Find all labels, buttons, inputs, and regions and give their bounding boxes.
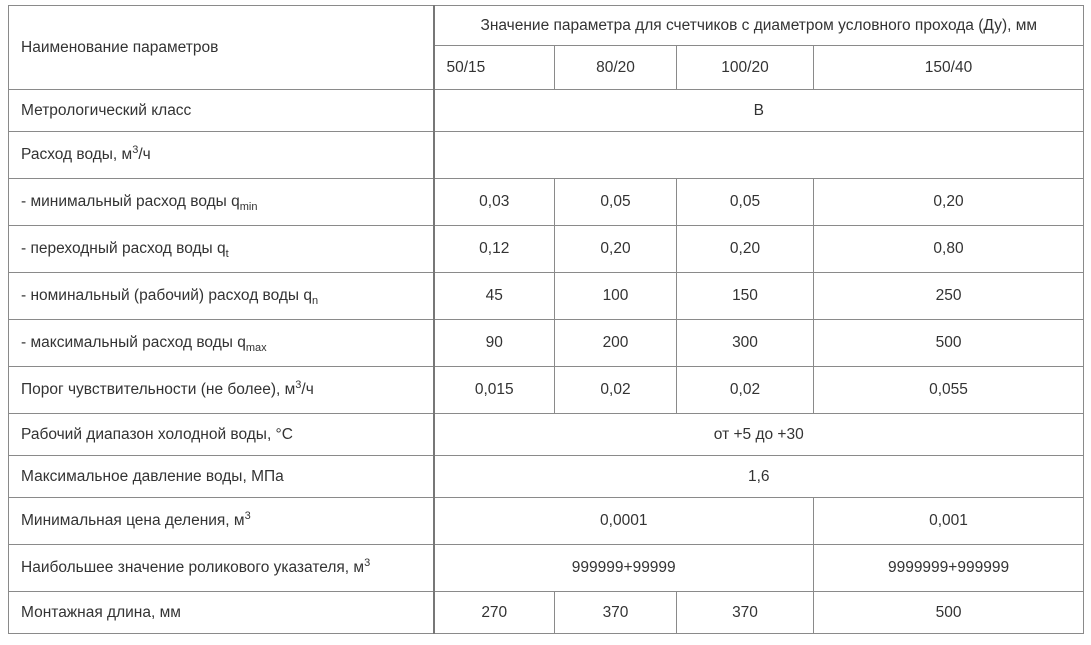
diameter-100-20: 100/20 (677, 46, 814, 90)
table-row (9, 179, 1084, 226)
table-row (9, 273, 1084, 320)
value-cell: 999999+99999 (434, 545, 814, 592)
row-label: Монтажная длина, мм (9, 592, 434, 634)
value-cell: 0,20 (814, 179, 1084, 226)
table-row (9, 367, 1084, 414)
row-label: - переходный расход воды $q_t$ (9, 226, 434, 273)
value-cell: 250 (814, 273, 1084, 320)
empty-cell (434, 132, 1084, 179)
table-row (9, 498, 1084, 545)
table-row (9, 226, 1084, 273)
table-row (9, 132, 1084, 179)
table-row (9, 320, 1084, 367)
row-label: Наибольшее значение роликового указателя, $м^3$ (9, 545, 434, 592)
row-label: Порог чувствительности (не более), $м^3/ч$ (9, 367, 434, 414)
value-cell: от +5 до +30 (434, 414, 1084, 456)
value-cell: 0,055 (814, 367, 1084, 414)
value-cell: 0,001 (814, 498, 1084, 545)
metro-class-value: B (434, 90, 1084, 132)
table-row (9, 90, 1084, 132)
value-cell: 0,02 (555, 367, 677, 414)
value-cell: 200 (555, 320, 677, 367)
value-cell: 0,20 (555, 226, 677, 273)
value-cell: 0,20 (677, 226, 814, 273)
value-cell: 370 (677, 592, 814, 634)
value-cell: 0,12 (434, 226, 555, 273)
value-cell: 150 (677, 273, 814, 320)
table-row (9, 545, 1084, 592)
row-label: - минимальный расход воды $q_{min}$ (9, 179, 434, 226)
value-cell: 0,03 (434, 179, 555, 226)
header-row (9, 6, 1084, 46)
value-cell: 270 (434, 592, 555, 634)
row-label: Минимальная цена деления, $м^3$ (9, 498, 434, 545)
table-row (9, 456, 1084, 498)
value-cell: 300 (677, 320, 814, 367)
row-label: - максимальный расход воды $q_{max}$ (9, 320, 434, 367)
table-row (9, 592, 1084, 634)
table-row (9, 414, 1084, 456)
specs-table (8, 5, 1084, 634)
value-cell: 370 (555, 592, 677, 634)
value-header: Значение параметра для счетчиков с диаметром условного прохода (Ду), мм (434, 6, 1084, 46)
value-cell: 0,015 (434, 367, 555, 414)
value-cell: 1,6 (434, 456, 1084, 498)
value-cell: 9999999+999999 (814, 545, 1084, 592)
param-name-header: Наименование параметров (9, 6, 434, 90)
row-label: Расход воды, $м^3/ч$ (9, 132, 434, 179)
diameter-150-40: 150/40 (814, 46, 1084, 90)
value-cell: 90 (434, 320, 555, 367)
row-label: Рабочий диапазон холодной воды, °С (9, 414, 434, 456)
value-cell: 0,02 (677, 367, 814, 414)
value-cell: 0,05 (555, 179, 677, 226)
row-label: Максимальное давление воды, МПа (9, 456, 434, 498)
value-cell: 500 (814, 320, 1084, 367)
value-cell: 0,0001 (434, 498, 814, 545)
row-label: - номинальный (рабочий) расход воды $q_n$ (9, 273, 434, 320)
diameter-80-20: 80/20 (555, 46, 677, 90)
value-cell: 45 (434, 273, 555, 320)
value-cell: 500 (814, 592, 1084, 634)
diameter-50-15: 50/15 (434, 46, 555, 90)
row-label: Метрологический класс (9, 90, 434, 132)
value-cell: 0,05 (677, 179, 814, 226)
value-cell: 100 (555, 273, 677, 320)
value-cell: 0,80 (814, 226, 1084, 273)
